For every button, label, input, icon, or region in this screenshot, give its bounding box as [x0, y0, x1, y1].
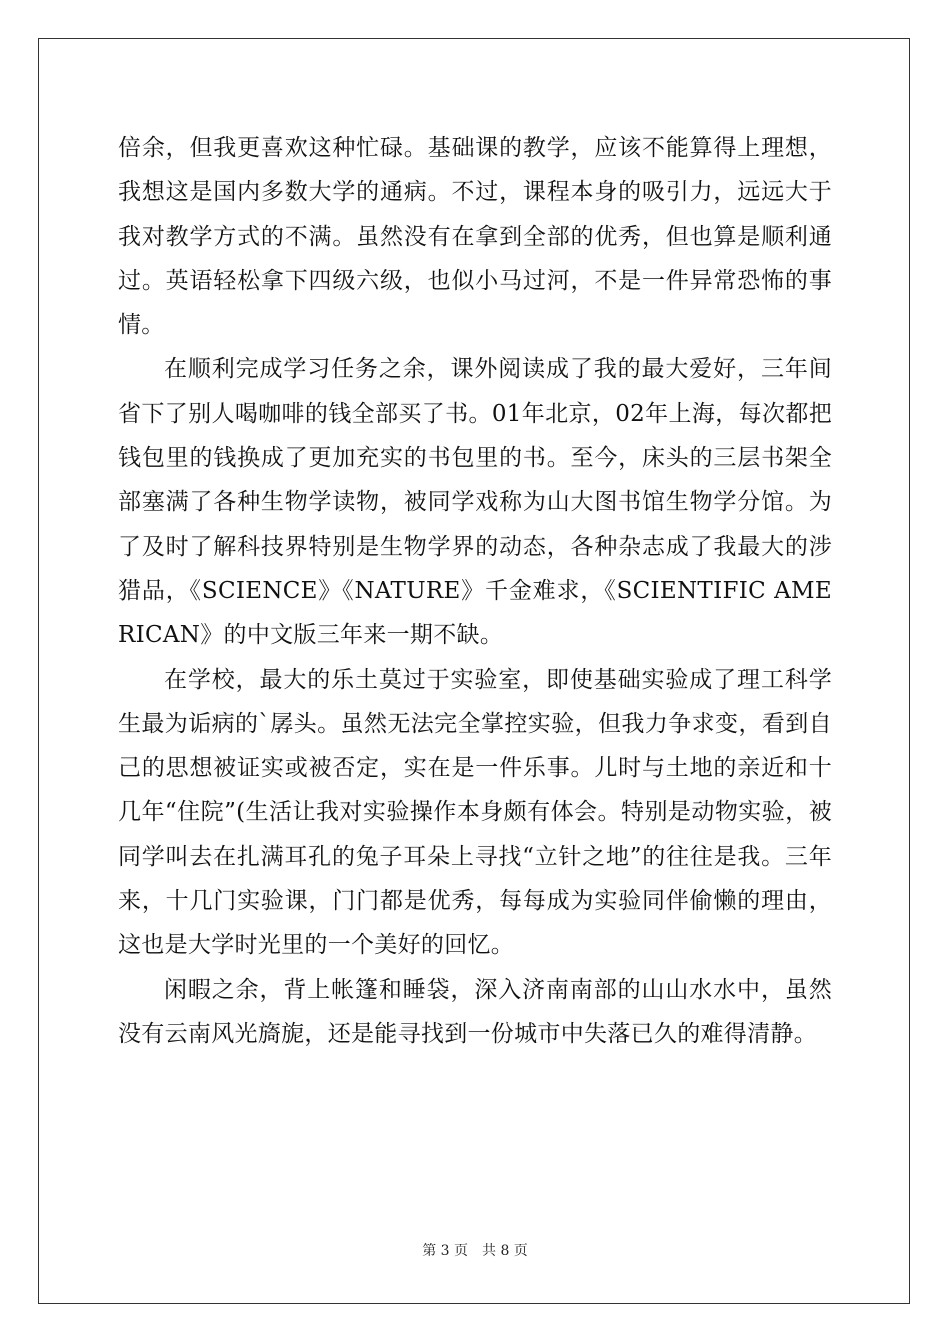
paragraph-1: 倍余，但我更喜欢这种忙碌。基础课的教学，应该不能算得上理想，我想这是国内多数大学的通病。不过，课程本身的吸引力，远远大于我对教学方式的不满。虽然没有在拿到全部的优秀，但也算是顺利通过。英语轻松拿下四级六级，也似小马过河，不是一件异常恐怖的事情。: [118, 135, 832, 339]
document-body: [118, 126, 832, 1056]
paragraph-3: 在学校，最大的乐土莫过于实验室，即使基础实验成了理工科学生最为诟病的`孱头。虽然无法完全掌控实验，但我力争求变，看到自己的思想被证实或被否定，实在是一件乐事。儿时与土地的亲近和十几年“住院”(生活让我对实验操作本身颇有体会。特别是动物实验，被同学叫去在扎满耳孔的兔子耳朵上寻找“立针之地”的往往是我。三年来，十几门实验课，门门都是优秀，每每成为实验同伴偷懒的理由，这也是大学时光里的一个美好的回忆。: [118, 666, 832, 959]
paragraph-2: 在顺利完成学习任务之余，课外阅读成了我的最大爱好，三年间省下了别人喝咖啡的钱全部买了书。01年北京，02年上海，每次都把钱包里的钱换成了更加充实的书包里的书。至今，床头的三层书架全部塞满了各种生物学读物，被同学戏称为山大图书馆生物学分馆。为了及时了解科技界特别是生物学界的动态，各种杂志成了我最大的涉猎品，《SCIENCE》《NATURE》千金难求，《SCIENTIFIC AMERICAN》的中文版三年来一期不缺。: [118, 356, 832, 649]
page-number-footer: 第 3 页 共 8 页: [422, 1243, 528, 1259]
paragraph-4: 闲暇之余，背上帐篷和睡袋，深入济南南部的山山水水中，虽然没有云南风光旖旎，还是能寻找到一份城市中失落已久的难得清静。: [118, 976, 832, 1047]
